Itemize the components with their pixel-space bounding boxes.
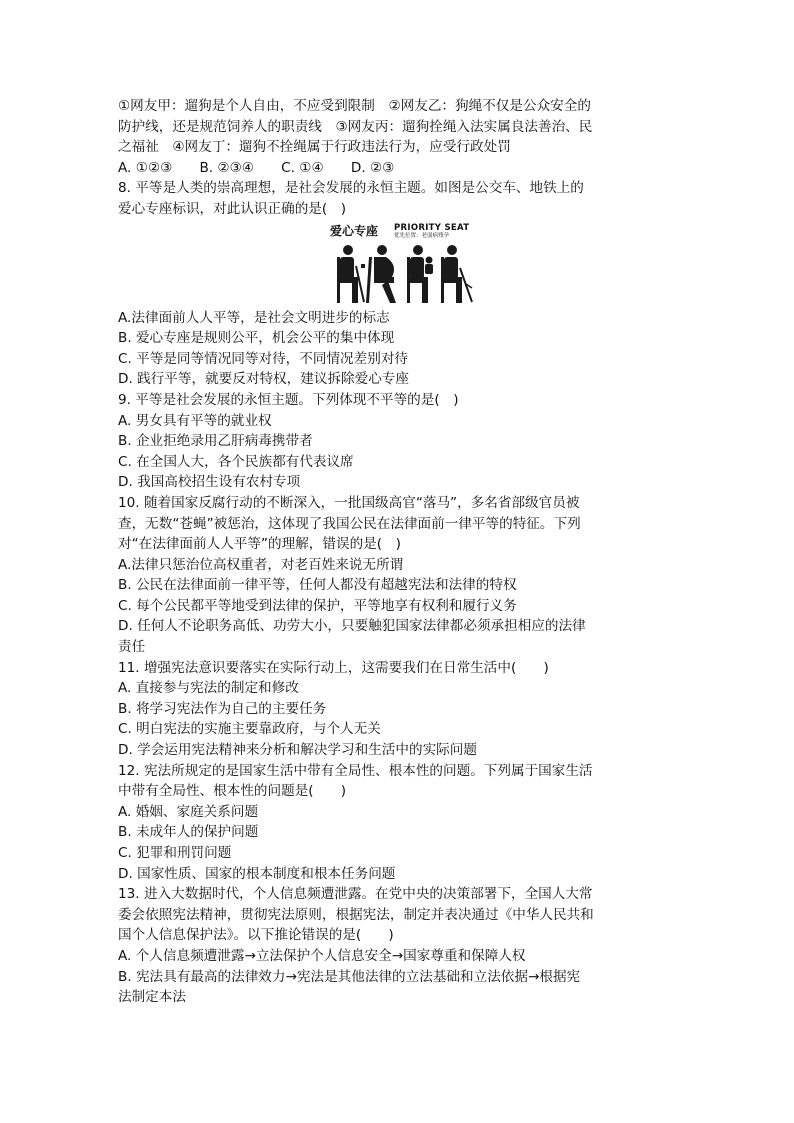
question-8 <box>118 178 678 390</box>
q7-line: ①网友甲：遛狗是个人自由，不应受到限制 ②网友乙：狗绳不仅是公众安全的 <box>118 98 591 114</box>
q8-option-c: C. 平等是同等情况同等对待，不同情况差别对待 <box>118 350 409 367</box>
q12-stem: 中带有全局性、根本性的问题是( ) <box>118 783 347 800</box>
q13-option-b: B. 宪法具有最高的法律效力→宪法是其他法律的立法基础和立法依据→根据宪 <box>118 968 581 985</box>
q8-option-d: D. 践行平等，就要反对特权，建议拆除爱心专座 <box>118 371 409 388</box>
pregnant-woman-icon <box>366 245 396 303</box>
q9-option-a: A. 男女具有平等的就业权 <box>118 412 272 429</box>
q9-option-c: C. 在全国人大，各个民族都有代表议席 <box>118 453 354 470</box>
q10-stem: 查，无数“苍蝇”被惩治，这体现了我国公民在法律面前一律平等的特征。下列 <box>118 515 581 532</box>
q13-stem: 国个人信息保护法》。以下推论错误的是( ) <box>118 927 394 944</box>
elderly-person-icon <box>337 245 365 303</box>
sign-subtitle: 优先位置：老弱病残孕 <box>394 232 450 239</box>
q13-stem: 13. 进入大数据时代，个人信息频遭泄露。在党中央的决策部署下，全国人大常 <box>118 886 593 903</box>
q8-option-b: B. 爱心专座是规则公平，机会公平的集中体现 <box>118 330 395 347</box>
q10-stem: 10. 随着国家反腐行动的不断深入，一批国级高官“落马”，多名省部级官员被 <box>118 494 580 511</box>
q7-answer-choices: A. ①②③ B. ②③④ C. ①④ D. ②③ <box>118 159 395 176</box>
q11-option-d: D. 学会运用宪法精神来分析和解决学习和生活中的实际问题 <box>118 742 477 759</box>
q13-option-a: A. 个人信息频遭泄露→立法保护个人信息安全→国家尊重和保障人权 <box>118 947 526 964</box>
q12-stem: 12. 宪法所规定的是国家生活中带有全局性、根本性的问题。下列属于国家生活 <box>118 762 593 779</box>
q8-option-a: A.法律面前人人平等，是社会文明进步的标志 <box>118 309 390 326</box>
q8-stem: 爱心专座标识，对此认识正确的是( ) <box>118 200 347 217</box>
q12-option-b: B. 未成年人的保护问题 <box>118 824 259 841</box>
q11-stem: 11. 增强宪法意识要落实在实际行动上，这需要我们在日常生活中( ) <box>118 659 549 676</box>
q11-option-a: A. 直接参与宪法的制定和修改 <box>118 680 299 697</box>
question-7-options <box>118 96 678 178</box>
sign-english: PRIORITY SEAT <box>394 222 470 233</box>
priority-seat-figure <box>118 220 678 308</box>
person-with-child-icon <box>407 245 433 303</box>
q10-option-c: C. 每个公民都平等地受到法律的保护，平等地享有权利和履行义务 <box>118 597 517 614</box>
q10-option-d-cont: 责任 <box>118 639 146 656</box>
q10-option-b: B. 公民在法律面前一律平等，任何人都没有超越宪法和法律的特权 <box>118 577 517 594</box>
question-10 <box>118 493 678 658</box>
sign-title: 爱心专座 <box>330 223 379 238</box>
question-13 <box>118 884 678 1008</box>
q12-option-d: D. 国家性质、国家的根本制度和根本任务问题 <box>118 865 396 882</box>
q9-option-d: D. 我国高校招生设有农村专项 <box>118 474 301 491</box>
question-12 <box>118 761 678 885</box>
question-11 <box>118 658 678 761</box>
q11-option-b: B. 将学习宪法作为自己的主要任务 <box>118 700 327 717</box>
q9-option-b: B. 企业拒绝录用乙肝病毒携带者 <box>118 433 313 450</box>
priority-seat-sign <box>330 224 478 306</box>
q7-line: 防护线，还是规范饲养人的职责线 ③网友丙：遛狗拴绳入法实属良法善治、民 <box>118 118 593 135</box>
exam-page <box>118 96 678 1008</box>
q11-option-c: C. 明白宪法的实施主要靠政府，与个人无关 <box>118 721 381 738</box>
q9-stem: 9. 平等是社会发展的永恒主题。下列体现不平等的是( ) <box>118 391 459 408</box>
q12-option-c: C. 犯罪和刑罚问题 <box>118 845 232 861</box>
q10-stem: 对“在法律面前人人平等”的理解，错误的是( ) <box>118 536 401 553</box>
q13-stem: 委会依照宪法精神，贯彻宪法原则，根据宪法，制定并表决通过《中华人民共和 <box>118 906 594 923</box>
q8-stem: 8. 平等是人类的崇高理想，是社会发展的永恒主题。如图是公交车、地铁上的 <box>118 180 584 197</box>
priority-seat-icons <box>334 244 474 306</box>
question-9 <box>118 390 678 493</box>
q12-option-a: A. 婚姻、家庭关系问题 <box>118 803 259 820</box>
q13-option-b-cont: 法制定本法 <box>118 989 186 1006</box>
q10-option-d: D. 任何人不论职务高低、功劳大小，只要触犯国家法律都必须承担相应的法律 <box>118 618 586 635</box>
q10-option-a: A.法律只惩治位高权重者，对老百姓来说无所谓 <box>118 556 404 573</box>
injured-person-icon <box>441 245 472 303</box>
q7-line: 之福祉 ④网友丁：遛狗不拴绳属于行政违法行为，应受行政处罚 <box>118 139 511 156</box>
